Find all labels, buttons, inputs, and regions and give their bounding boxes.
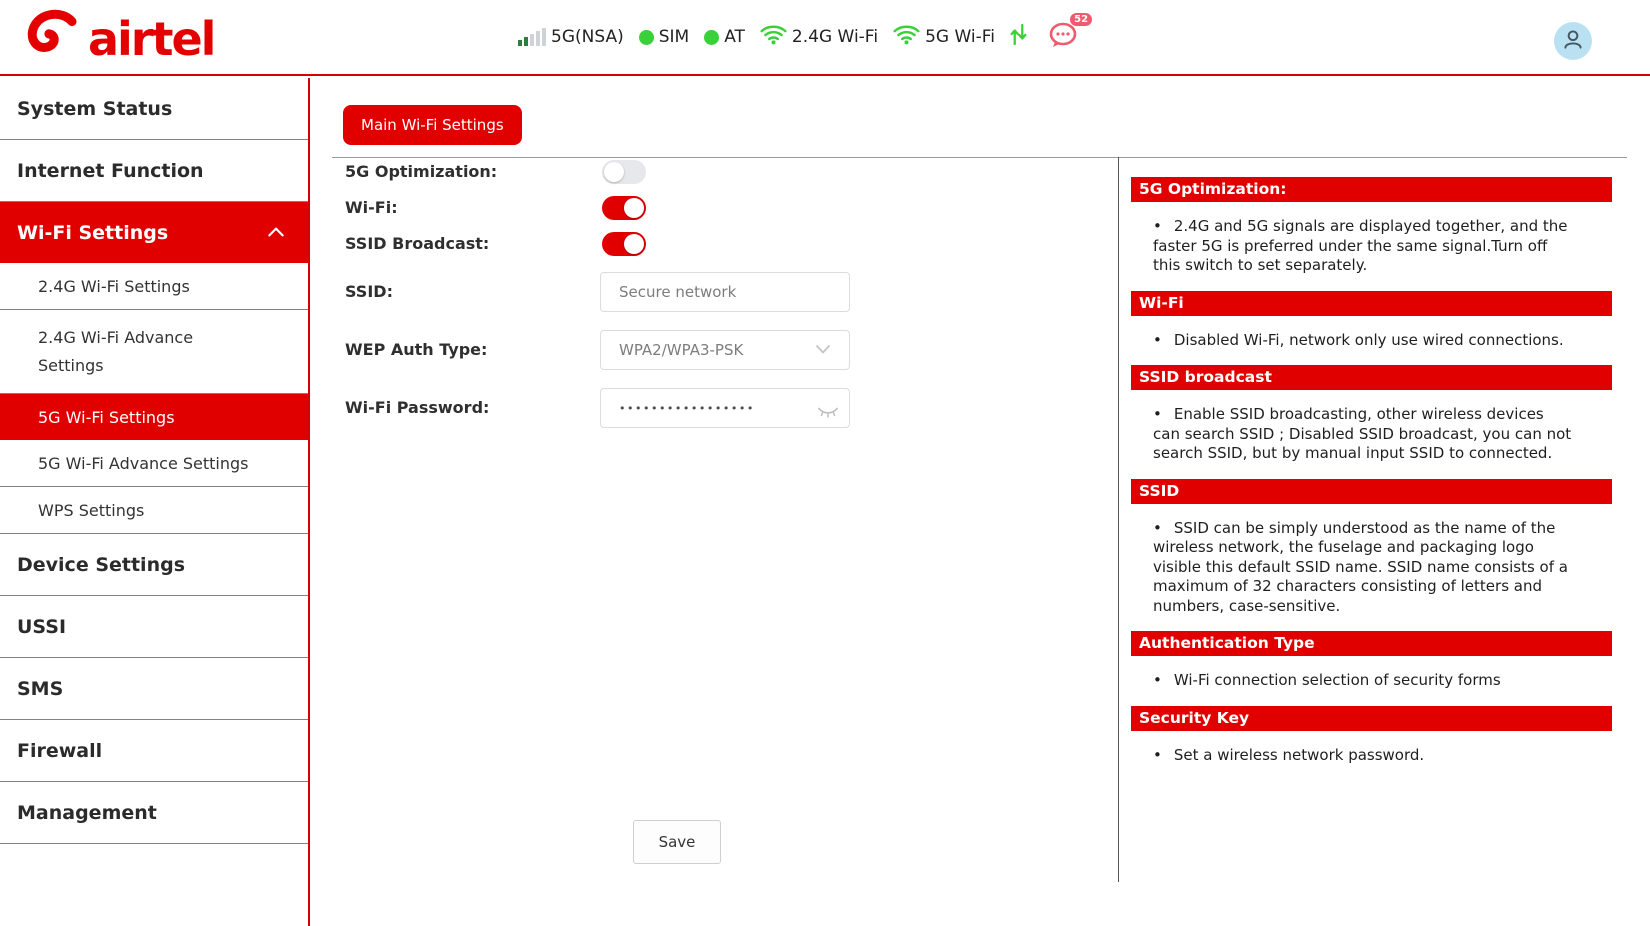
sidebar-item-label: 2.4G Wi-Fi Settings	[38, 277, 190, 296]
sidebar-nav	[0, 78, 310, 926]
help-text-wifi	[1131, 331, 1612, 351]
bullet: •	[1153, 330, 1162, 349]
save-button[interactable]: Save	[633, 820, 721, 864]
help-text-body: Disabled Wi-Fi, network only use wired connections.	[1173, 330, 1564, 349]
at-status-dot-icon	[704, 30, 719, 45]
help-title-authentication-type: Authentication Type	[1131, 631, 1612, 656]
help-title-security-key: Security Key	[1131, 706, 1612, 731]
sidebar-item-internet-function[interactable]	[0, 140, 308, 202]
ssid-label: SSID:	[345, 282, 393, 301]
sidebar-item-sms[interactable]	[0, 658, 308, 720]
airtel-swoosh-icon	[24, 8, 82, 70]
ssid-broadcast-label: SSID Broadcast:	[345, 234, 490, 253]
at-label: AT	[724, 27, 745, 47]
signal-bars-icon	[518, 28, 546, 46]
toggle-knob	[604, 162, 624, 182]
wifi-toggle[interactable]	[602, 196, 646, 220]
wifi-24-label: 2.4G Wi-Fi	[791, 27, 879, 47]
tab-main-wifi-settings[interactable]: Main Wi-Fi Settings	[343, 105, 522, 145]
content-divider	[332, 157, 1627, 158]
airtel-logo-text: airtel	[88, 12, 215, 66]
sidebar-item-label: SMS	[17, 678, 64, 700]
sidebar-item-label: 5G Wi-Fi Settings	[38, 408, 175, 427]
help-text-ssid	[1131, 519, 1612, 617]
help-text-5g-optimization	[1131, 217, 1612, 276]
help-title-ssid: SSID	[1131, 479, 1612, 504]
sidebar-item-management[interactable]	[0, 782, 308, 844]
wifi-password-input[interactable]	[600, 388, 850, 428]
help-panel	[1131, 177, 1612, 780]
chevron-down-icon	[815, 341, 831, 359]
wifi-24-status	[760, 24, 878, 50]
chevron-up-icon	[266, 222, 286, 244]
5g-optimization-toggle[interactable]	[602, 160, 646, 184]
bullet: •	[1153, 405, 1162, 423]
sidebar-item-label: Firewall	[17, 740, 103, 762]
wifi-5-label: 5G Wi-Fi	[925, 27, 996, 47]
sim-status	[639, 27, 689, 47]
wifi-5-status	[893, 24, 995, 50]
sim-label: SIM	[658, 27, 690, 47]
toggle-knob	[624, 234, 644, 254]
wep-auth-type-value: WPA2/WPA3-PSK	[619, 341, 744, 359]
airtel-logo	[24, 8, 214, 70]
main-content	[312, 78, 1650, 926]
user-avatar-icon	[1560, 26, 1586, 56]
help-text-ssid-broadcast	[1131, 405, 1612, 464]
help-text-security-key	[1131, 746, 1612, 766]
sidebar-item-wps-settings[interactable]	[0, 487, 308, 534]
sidebar-item-label: Management	[17, 802, 157, 824]
sidebar-item-wifi-settings[interactable]	[0, 202, 308, 263]
sidebar-item-system-status[interactable]	[0, 78, 308, 140]
wep-auth-type-label: WEP Auth Type:	[345, 340, 488, 359]
wep-auth-type-select[interactable]	[600, 330, 850, 370]
help-title-5g-optimization: 5G Optimization:	[1131, 177, 1612, 202]
sidebar-item-label: WPS Settings	[38, 501, 145, 520]
bullet: •	[1153, 518, 1162, 537]
wifi-24-icon	[760, 24, 787, 50]
wifi-label: Wi-Fi:	[345, 198, 398, 217]
signal-label: 5G(NSA)	[551, 27, 624, 47]
sidebar-item-label: System Status	[17, 98, 173, 120]
sidebar-item-5g-wifi-advance-settings[interactable]	[0, 440, 308, 487]
sidebar-item-label: 5G Wi-Fi Advance Settings	[38, 454, 249, 473]
help-text-authentication-type	[1131, 671, 1612, 691]
messages-button[interactable]	[1048, 13, 1089, 54]
sidebar-item-label: Device Settings	[17, 554, 186, 576]
help-text-body: SSID can be simply understood as the name of the wireless network, the fuselage and packaging logo visible this default SSID name. SSID name consists of a maximum of 32 characters consisting of letters and numbers, case-sensitive.	[1153, 518, 1568, 615]
help-text-body: Wi-Fi connection selection of security forms	[1173, 671, 1501, 689]
sidebar-item-5g-wifi-settings[interactable]	[0, 394, 308, 440]
help-title-ssid-broadcast: SSID broadcast	[1131, 365, 1612, 390]
help-panel-divider	[1118, 157, 1119, 882]
eye-closed-icon[interactable]	[817, 404, 839, 423]
sidebar-item-label: Internet Function	[17, 160, 204, 182]
help-title-wifi: Wi-Fi	[1131, 291, 1612, 316]
sidebar-item-label: Wi-Fi Settings	[17, 222, 169, 244]
chat-bubble-icon	[1048, 34, 1080, 54]
sidebar-item-label: 2.4G Wi-Fi Advance Settings	[38, 328, 194, 375]
bullet: •	[1153, 671, 1162, 689]
sidebar-item-firewall[interactable]	[0, 720, 308, 782]
toggle-knob	[624, 198, 644, 218]
sidebar-item-24g-wifi-advance-settings[interactable]	[0, 310, 308, 394]
message-count-badge: 52	[1070, 13, 1092, 26]
top-header	[0, 0, 1650, 76]
sidebar-item-device-settings[interactable]	[0, 534, 308, 596]
at-status	[704, 27, 745, 47]
5g-optimization-label: 5G Optimization:	[345, 162, 498, 181]
help-text-body: 2.4G and 5G signals are displayed together, and the faster 5G is preferred under the same signal.Turn off this switch to set separately.	[1153, 217, 1568, 274]
status-bar	[518, 0, 1089, 74]
data-transfer-arrows-icon	[1010, 24, 1027, 50]
ssid-broadcast-toggle[interactable]	[602, 232, 646, 256]
bullet: •	[1153, 217, 1162, 235]
sidebar-item-label: USSI	[17, 616, 67, 638]
sidebar-item-ussi[interactable]	[0, 596, 308, 658]
help-text-body: Set a wireless network password.	[1173, 745, 1425, 764]
ssid-input[interactable]	[600, 272, 850, 312]
help-text-body: Enable SSID broadcasting, other wireless devices can search SSID ; Disabled SSID broadcast, you can not search SSID, but by manual input SSID to connected.	[1153, 405, 1572, 462]
signal-status	[518, 27, 624, 47]
bullet: •	[1153, 745, 1162, 764]
wifi-5-icon	[893, 24, 920, 50]
user-account-button[interactable]	[1554, 22, 1592, 60]
sidebar-item-24g-wifi-settings[interactable]	[0, 263, 308, 310]
wifi-password-label: Wi-Fi Password:	[345, 398, 490, 417]
sim-status-dot-icon	[639, 30, 654, 45]
